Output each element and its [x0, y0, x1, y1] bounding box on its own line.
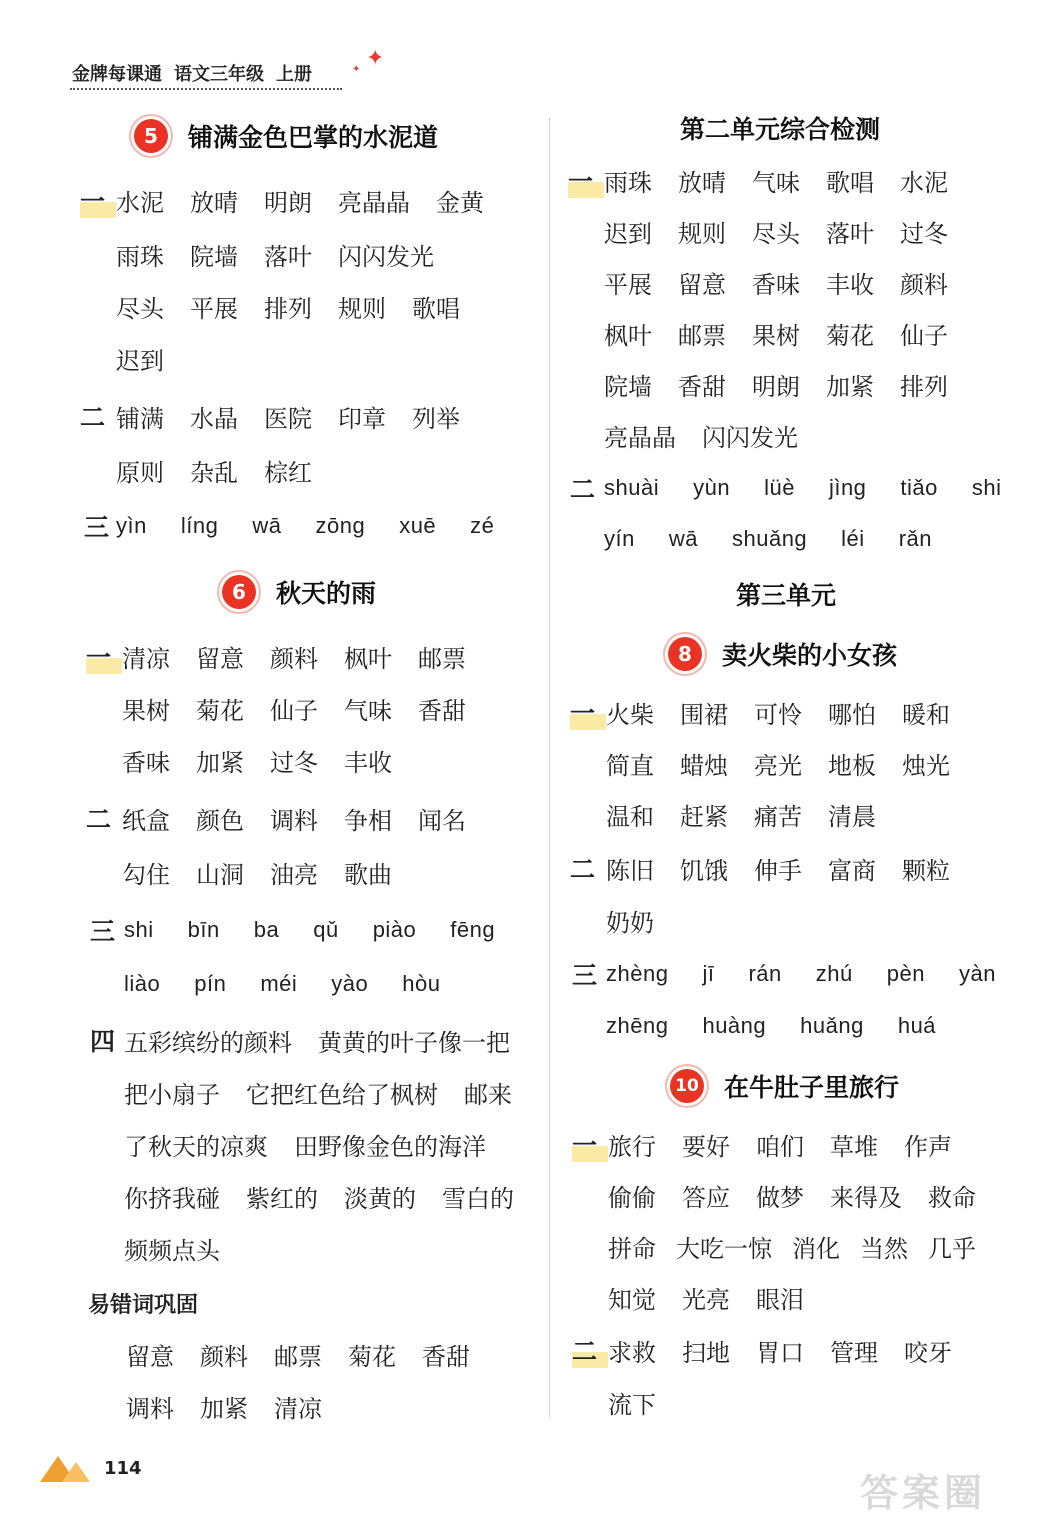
unit-2-section-2 — [570, 468, 1036, 559]
answer-phrase: 雪白的 — [442, 1184, 514, 1213]
header-divider — [70, 88, 342, 90]
review-section-title: 易错词巩固 — [88, 1293, 199, 1318]
answer-word: 尽头 — [116, 294, 164, 323]
answer-word: 温和 — [606, 802, 654, 831]
answer-line — [86, 852, 492, 892]
section-mark: 三 — [90, 917, 116, 946]
answer-word: 邮票 — [274, 1342, 322, 1371]
answer-word: 香味 — [122, 748, 170, 777]
section-mark: 一 — [80, 182, 116, 218]
answer-line — [86, 740, 492, 780]
answer-word: 铺满 — [116, 404, 164, 433]
answer-word: 仙子 — [270, 696, 318, 725]
answer-word: 邮票 — [678, 321, 726, 350]
pinyin-answer: yùn — [693, 475, 731, 500]
pinyin-answer: zhèng — [606, 961, 669, 986]
section-mark: 一 — [572, 1126, 608, 1162]
answer-word: 迟到 — [116, 346, 164, 375]
answer-word: 杂乱 — [190, 458, 238, 487]
answer-word: 救命 — [928, 1183, 976, 1212]
answer-line — [572, 1277, 1002, 1317]
answer-word: 尽头 — [752, 219, 800, 248]
answer-word: 清凉 — [274, 1394, 322, 1423]
lesson-number-badge: 10 — [670, 1069, 704, 1103]
answer-phrase: 它把红色给了枫树 — [246, 1080, 438, 1109]
pinyin-line — [570, 468, 1036, 508]
answer-word: 光亮 — [682, 1285, 730, 1314]
pinyin-answer: bīn — [187, 917, 220, 942]
pinyin-line — [90, 910, 529, 950]
answer-line — [90, 1124, 540, 1164]
answer-word: 伸手 — [754, 856, 802, 885]
answer-word: 山洞 — [196, 860, 244, 889]
pinyin-answer: yìn — [116, 513, 147, 538]
answer-word: 香味 — [752, 270, 800, 299]
pinyin-answer: shuài — [604, 475, 660, 500]
answer-word: 排列 — [264, 294, 312, 323]
answer-line — [90, 1176, 540, 1216]
answer-word: 几乎 — [928, 1234, 976, 1263]
answer-word: 咱们 — [756, 1132, 804, 1161]
answer-word: 颜料 — [200, 1342, 248, 1371]
section-mark: 二 — [570, 855, 596, 884]
pinyin-line — [84, 506, 528, 546]
answer-phrase: 把小扇子 — [124, 1080, 220, 1109]
answer-phrase: 邮来 — [464, 1080, 512, 1109]
pinyin-line — [572, 954, 1030, 994]
lesson-10-section-2 — [572, 1330, 978, 1422]
answer-word: 留意 — [126, 1342, 174, 1371]
answer-word: 闪闪发光 — [702, 423, 798, 452]
answer-word: 富商 — [828, 856, 876, 885]
answer-word: 勾住 — [122, 860, 170, 889]
answer-word: 颜色 — [196, 806, 244, 835]
answer-line — [568, 415, 974, 455]
answer-word: 偷偷 — [608, 1183, 656, 1212]
answer-word: 仙子 — [900, 321, 948, 350]
answer-word: 落叶 — [826, 219, 874, 248]
answer-word: 做梦 — [756, 1183, 804, 1212]
review-section — [90, 1334, 496, 1426]
answer-word: 闻名 — [418, 806, 466, 835]
answer-word: 枫叶 — [344, 644, 392, 673]
answer-word: 调料 — [270, 806, 318, 835]
answer-word: 菊花 — [348, 1342, 396, 1371]
answer-word: 来得及 — [830, 1183, 902, 1212]
answer-word: 知觉 — [608, 1285, 656, 1314]
answer-word: 纸盒 — [122, 806, 170, 835]
answer-word: 气味 — [344, 696, 392, 725]
answer-word: 清凉 — [122, 644, 170, 673]
lesson-10-section-1 — [572, 1124, 1002, 1317]
answer-word: 当然 — [860, 1234, 908, 1263]
pinyin-answer: zhú — [815, 961, 853, 986]
pinyin-answer: rǎn — [898, 526, 932, 551]
pinyin-answer: pèn — [886, 961, 925, 986]
answer-word: 气味 — [752, 168, 800, 197]
answer-phrase: 五彩缤纷的颜料 — [124, 1028, 292, 1057]
answer-line — [80, 286, 510, 326]
answer-word: 歌唱 — [412, 294, 460, 323]
answer-line — [570, 692, 976, 732]
answer-word: 颜料 — [270, 644, 318, 673]
answer-word: 痛苦 — [754, 802, 802, 831]
answer-word: 要好 — [682, 1132, 730, 1161]
pinyin-answer: tiǎo — [900, 475, 938, 500]
pinyin-answer: shi — [971, 475, 1002, 500]
answer-word: 平展 — [604, 270, 652, 299]
answer-word: 油亮 — [270, 860, 318, 889]
answer-line — [86, 636, 492, 676]
answer-word: 大吃一惊 — [676, 1234, 772, 1263]
lesson-6-section-2 — [86, 798, 492, 892]
section-mark: 二 — [86, 805, 112, 834]
answer-word: 调料 — [126, 1394, 174, 1423]
pinyin-answer: xuē — [399, 513, 437, 538]
section-mark: 三 — [572, 961, 598, 990]
answer-word: 胃口 — [756, 1338, 804, 1367]
answer-word: 规则 — [338, 294, 386, 323]
answer-word: 歌唱 — [826, 168, 874, 197]
answer-line — [572, 1330, 978, 1370]
answer-word: 规则 — [678, 219, 726, 248]
answer-line — [570, 900, 976, 940]
pinyin-answer: hòu — [402, 971, 441, 996]
answer-word: 邮票 — [418, 644, 466, 673]
lesson-title: 铺满金色巴掌的水泥道 — [188, 123, 439, 152]
mountain-logo-small-icon — [62, 1462, 90, 1482]
pinyin-answer: jìng — [828, 475, 867, 500]
answer-word: 旅行 — [608, 1132, 656, 1161]
answer-word: 过冬 — [900, 219, 948, 248]
answer-line — [568, 364, 974, 404]
lesson-title: 秋天的雨 — [276, 579, 377, 608]
answer-word: 闪闪发光 — [338, 242, 434, 271]
pinyin-answer: léi — [841, 526, 865, 551]
answer-line — [90, 1228, 540, 1268]
answer-word: 果树 — [752, 321, 800, 350]
volume-name: 上册 — [276, 64, 312, 85]
section-mark: 二 — [80, 403, 106, 432]
answer-line — [570, 743, 976, 783]
column-divider — [549, 118, 550, 1418]
answer-word: 清晨 — [828, 802, 876, 831]
section-mark: 二 — [572, 1332, 608, 1368]
answer-line — [568, 262, 974, 302]
answer-phrase: 你挤我碰 — [124, 1184, 220, 1213]
lesson-number-badge: 5 — [134, 119, 168, 153]
answer-word: 火柴 — [606, 700, 654, 729]
answer-line — [572, 1175, 1002, 1215]
pinyin-answer: yào — [331, 971, 369, 996]
answer-line — [572, 1124, 1002, 1164]
answer-word: 咬牙 — [904, 1338, 952, 1367]
answer-line — [568, 160, 974, 200]
answer-word: 管理 — [830, 1338, 878, 1367]
answer-word: 原则 — [116, 458, 164, 487]
pinyin-answer: zé — [470, 513, 495, 538]
answer-word: 答应 — [682, 1183, 730, 1212]
answer-word: 赶紧 — [680, 802, 728, 831]
answer-word: 留意 — [196, 644, 244, 673]
answer-word: 暖和 — [902, 700, 950, 729]
answer-word: 草堆 — [830, 1132, 878, 1161]
answer-phrase: 了秋天的凉爽 — [124, 1132, 268, 1161]
answer-word: 雨珠 — [604, 168, 652, 197]
answer-word: 烛光 — [902, 751, 950, 780]
answer-word: 陈旧 — [606, 856, 654, 885]
answer-word: 水泥 — [900, 168, 948, 197]
lesson-6-section-4 — [90, 1020, 540, 1268]
pinyin-answer: wā — [668, 526, 698, 551]
answer-line — [570, 848, 976, 888]
answer-word: 香甜 — [678, 372, 726, 401]
answer-word: 香甜 — [422, 1342, 470, 1371]
lesson-5-section-3 — [84, 506, 528, 546]
answer-line — [572, 1226, 1002, 1266]
answer-word: 雨珠 — [116, 242, 164, 271]
answer-word: 亮晶晶 — [604, 423, 676, 452]
lesson-5-heading — [134, 118, 438, 154]
pinyin-answer: líng — [180, 513, 219, 538]
pinyin-answer: jī — [702, 961, 715, 986]
answer-word: 丰收 — [344, 748, 392, 777]
answer-word: 金黄 — [436, 188, 484, 217]
answer-word: 水晶 — [190, 404, 238, 433]
lesson-8-section-2 — [570, 848, 976, 940]
answer-word: 作声 — [904, 1132, 952, 1161]
answer-word: 院墙 — [190, 242, 238, 271]
answer-line — [86, 688, 492, 728]
pinyin-answer: zōng — [315, 513, 366, 538]
pinyin-answer: zhēng — [606, 1013, 669, 1038]
unit-2-section-1 — [568, 160, 974, 455]
lesson-6-section-1 — [86, 636, 492, 780]
answer-word: 蜡烛 — [680, 751, 728, 780]
lesson-8-section-1 — [570, 692, 976, 834]
pinyin-answer: yàn — [958, 961, 996, 986]
section-mark: 二 — [570, 475, 596, 504]
answer-word: 放晴 — [678, 168, 726, 197]
unit-3-title: 第三单元 — [736, 581, 837, 610]
answer-word: 加紧 — [200, 1394, 248, 1423]
answer-word: 排列 — [900, 372, 948, 401]
answer-word: 亮光 — [754, 751, 802, 780]
answer-line — [80, 450, 486, 490]
answer-word: 香甜 — [418, 696, 466, 725]
answer-word: 水泥 — [116, 188, 164, 217]
lesson-6-section-3 — [90, 910, 529, 1004]
answer-word: 地板 — [828, 751, 876, 780]
answer-word: 加紧 — [826, 372, 874, 401]
section-mark: 四 — [90, 1027, 116, 1056]
answer-word: 饥饿 — [680, 856, 728, 885]
pinyin-answer: yín — [604, 526, 635, 551]
answer-word: 明朗 — [752, 372, 800, 401]
watermark: 答案圈 — [860, 1471, 987, 1515]
lesson-5-section-2 — [80, 396, 486, 490]
pinyin-answer: shi — [124, 917, 154, 942]
pinyin-answer: lüè — [764, 475, 795, 500]
pinyin-answer: shuǎng — [731, 526, 808, 551]
pinyin-answer: huǎng — [800, 1013, 864, 1038]
answer-word: 简直 — [606, 751, 654, 780]
pinyin-line — [570, 519, 1036, 559]
answer-word: 丰收 — [826, 270, 874, 299]
pinyin-answer: wā — [252, 513, 282, 538]
answer-line — [570, 794, 976, 834]
answer-word: 平展 — [190, 294, 238, 323]
answer-line — [568, 313, 974, 353]
answer-word: 印章 — [338, 404, 386, 433]
answer-phrase: 田野像金色的海洋 — [294, 1132, 486, 1161]
sparkle-small-icon: ✦ — [352, 64, 361, 75]
lesson-8-section-3 — [572, 954, 1030, 1046]
answer-word: 争相 — [344, 806, 392, 835]
answer-word: 眼泪 — [756, 1285, 804, 1314]
answer-word: 可怜 — [754, 700, 802, 729]
lesson-title: 卖火柴的小女孩 — [722, 641, 898, 670]
section-mark: 一 — [86, 638, 122, 674]
answer-word: 菊花 — [196, 696, 244, 725]
answer-phrase: 紫红的 — [246, 1184, 318, 1213]
answer-phrase: 淡黄的 — [344, 1184, 416, 1213]
answer-word: 颗粒 — [902, 856, 950, 885]
subject-name: 语文三年级 — [174, 64, 264, 85]
pinyin-answer: huá — [897, 1013, 937, 1038]
answer-word: 流下 — [608, 1390, 656, 1419]
lesson-number-badge: 6 — [222, 575, 256, 609]
answer-word: 果树 — [122, 696, 170, 725]
answer-word: 迟到 — [604, 219, 652, 248]
answer-word: 亮晶晶 — [338, 188, 410, 217]
answer-line — [568, 211, 974, 251]
answer-line — [80, 180, 510, 220]
answer-line — [90, 1334, 496, 1374]
answer-phrase: 频频点头 — [124, 1236, 220, 1265]
section-mark: 三 — [84, 513, 110, 542]
answer-word: 拼命 — [608, 1234, 656, 1263]
answer-line — [90, 1386, 496, 1426]
answer-phrase: 黄黄的叶子像一把 — [318, 1028, 510, 1057]
pinyin-answer: rán — [748, 961, 782, 986]
section-mark: 一 — [568, 162, 604, 198]
page-number: 114 — [104, 1458, 142, 1479]
pinyin-line — [90, 964, 529, 1004]
answer-word: 过冬 — [270, 748, 318, 777]
sparkle-icon: ✦ — [366, 46, 385, 71]
answer-word: 歌曲 — [344, 860, 392, 889]
pinyin-answer: liào — [124, 971, 161, 996]
answer-line — [80, 338, 510, 378]
answer-word: 落叶 — [264, 242, 312, 271]
answer-word: 棕红 — [264, 458, 312, 487]
answer-word: 围裙 — [680, 700, 728, 729]
pinyin-answer: pín — [194, 971, 227, 996]
answer-word: 放晴 — [190, 188, 238, 217]
answer-word: 求救 — [608, 1338, 656, 1367]
lesson-8-heading — [668, 636, 897, 672]
answer-word: 列举 — [412, 404, 460, 433]
answer-line — [90, 1072, 540, 1112]
pinyin-answer: ba — [253, 917, 280, 942]
answer-word: 菊花 — [826, 321, 874, 350]
answer-line — [572, 1382, 978, 1422]
pinyin-answer: piào — [372, 917, 417, 942]
answer-word: 颜料 — [900, 270, 948, 299]
answer-word: 枫叶 — [604, 321, 652, 350]
section-mark: 一 — [570, 694, 606, 730]
answer-line — [80, 234, 510, 274]
answer-word: 院墙 — [604, 372, 652, 401]
answer-word: 哪怕 — [828, 700, 876, 729]
lesson-title: 在牛肚子里旅行 — [724, 1073, 900, 1102]
answer-word: 留意 — [678, 270, 726, 299]
lesson-number-badge: 8 — [668, 637, 702, 671]
answer-word: 加紧 — [196, 748, 244, 777]
series-name: 金牌每课通 — [72, 64, 162, 85]
pinyin-answer: huàng — [702, 1013, 767, 1038]
pinyin-answer: fēng — [450, 917, 496, 942]
answer-word: 扫地 — [682, 1338, 730, 1367]
header-title — [72, 60, 324, 86]
pinyin-answer: méi — [260, 971, 298, 996]
lesson-10-heading — [670, 1068, 899, 1104]
lesson-6-heading — [222, 574, 376, 610]
answer-line — [86, 798, 492, 838]
pinyin-answer: qǔ — [313, 917, 339, 942]
answer-word: 奶奶 — [606, 908, 654, 937]
answer-word: 消化 — [792, 1234, 840, 1263]
answer-word: 明朗 — [264, 188, 312, 217]
answer-line — [90, 1020, 540, 1060]
unit-2-review-title: 第二单元综合检测 — [680, 115, 881, 144]
answer-word: 医院 — [264, 404, 312, 433]
answer-line — [80, 396, 486, 436]
pinyin-line — [572, 1006, 1030, 1046]
lesson-5-section-1 — [80, 180, 510, 378]
